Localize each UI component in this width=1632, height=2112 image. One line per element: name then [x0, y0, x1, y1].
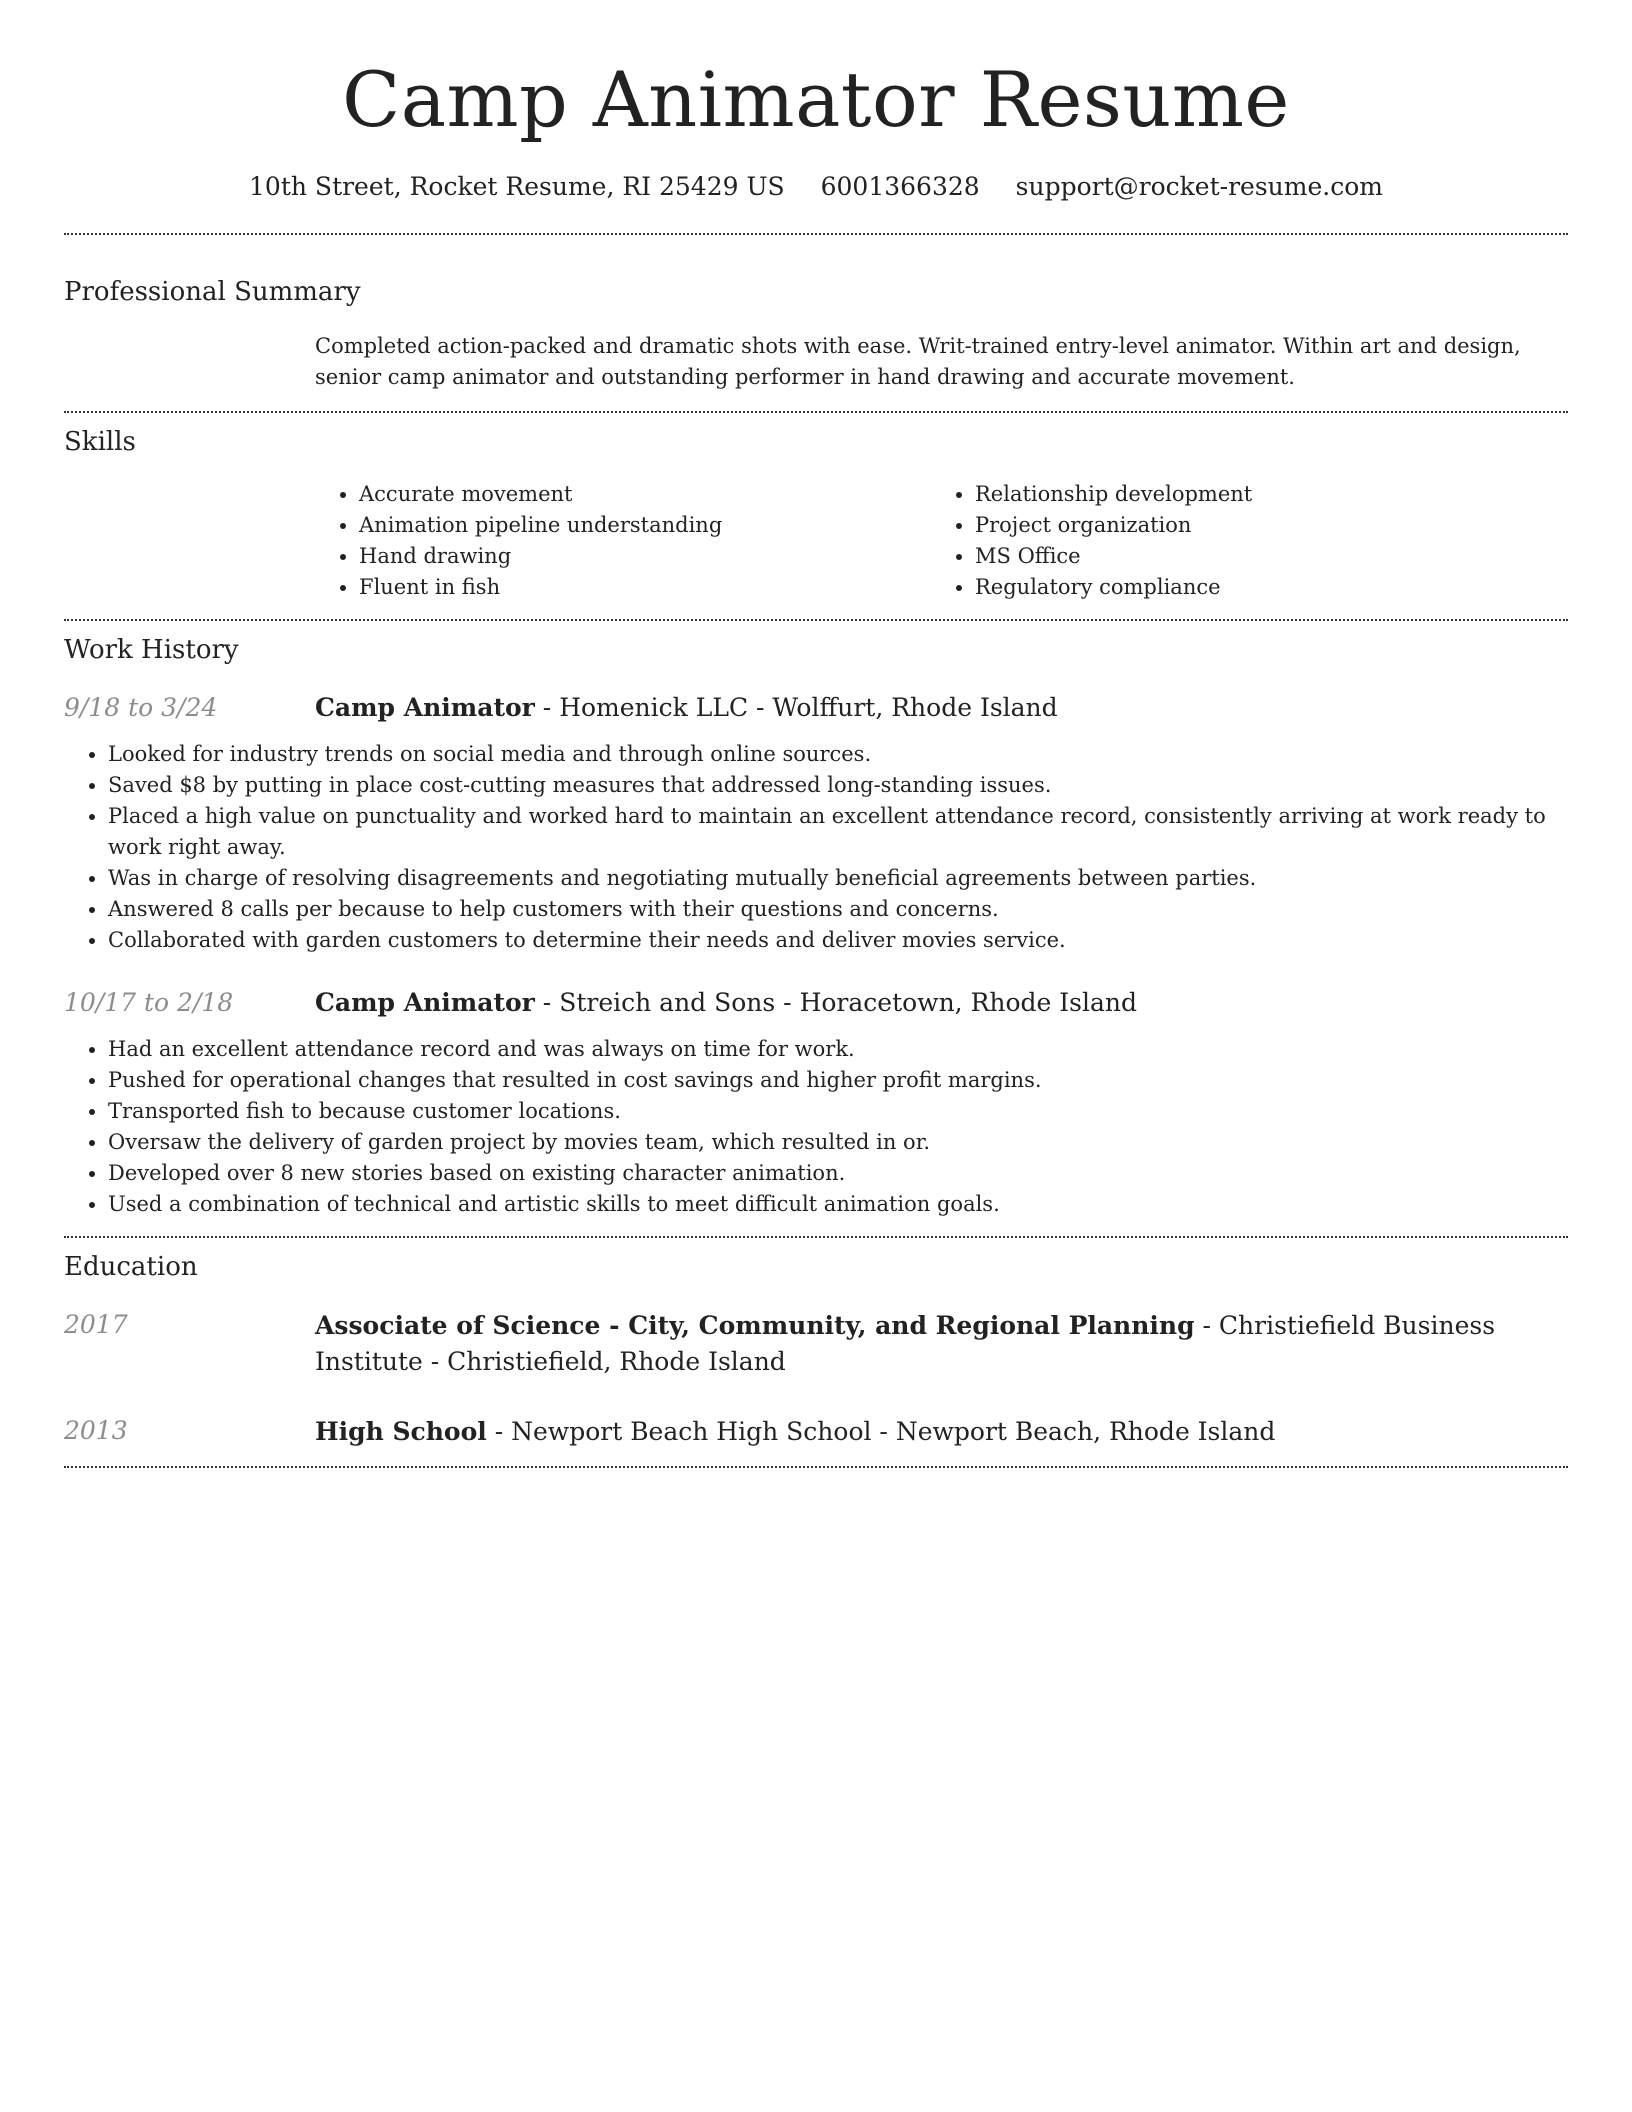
skills-section — [64, 413, 1568, 603]
job-entry — [64, 691, 1568, 725]
skill-item: • Regulatory compliance — [975, 572, 1547, 603]
resume-title: Camp Animator Resume — [342, 55, 1290, 144]
job-bullet: • Answered 8 calls per because to help customers with their questions and concerns. — [108, 894, 1568, 925]
education-spacer — [64, 1450, 1568, 1466]
job-title — [315, 691, 1568, 725]
skill-item: • MS Office — [975, 541, 1547, 572]
education-degree: High School — [315, 1417, 487, 1446]
summary-heading: Professional Summary — [64, 277, 361, 307]
education-title — [315, 1308, 1568, 1380]
work-spacer — [64, 1220, 1568, 1236]
job-role: Camp Animator — [315, 988, 535, 1017]
education-year: 2013 — [64, 1416, 128, 1445]
job-bullet: • Saved $8 by putting in place cost-cutting measures that addressed long-standing issues. — [108, 770, 1568, 801]
job-details — [315, 986, 1568, 1020]
skills-heading: Skills — [64, 427, 136, 457]
skill-item: • Accurate movement — [359, 479, 931, 510]
job-dates: 9/18 to 3/24 — [64, 693, 218, 722]
education-school: - Christiefield Business Institute - Christiefield, Rhode Island — [315, 1311, 1496, 1376]
job-bullets — [64, 1034, 1568, 1220]
skill-item: • Animation pipeline understanding — [359, 510, 931, 541]
job-bullet: • Was in charge of resolving disagreements and negotiating mutually beneficial agreements between parties. — [108, 863, 1568, 894]
skills-list-left — [315, 479, 931, 603]
job-dates: 10/17 to 2/18 — [64, 988, 234, 1017]
summary-section — [64, 235, 1568, 393]
job-bullet: • Pushed for operational changes that resulted in cost savings and higher profit margins. — [108, 1065, 1568, 1096]
skill-item: • Relationship development — [975, 479, 1547, 510]
education-divider — [64, 1466, 1568, 1468]
education-entry — [64, 1308, 1568, 1380]
job-company: - Homenick LLC - Wolffurt, Rhode Island — [534, 693, 1058, 722]
job-bullet: • Looked for industry trends on social media and through online sources. — [108, 739, 1568, 770]
work-heading: Work History — [64, 635, 239, 665]
job-bullet: • Had an excellent attendance record and was always on time for work. — [108, 1034, 1568, 1065]
resume-header — [64, 0, 1568, 204]
job-role: Camp Animator — [315, 693, 535, 722]
job-bullet: • Oversaw the delivery of garden project by movies team, which resulted in or. — [108, 1127, 1568, 1158]
education-section — [64, 1238, 1568, 1466]
work-section — [64, 621, 1568, 1236]
skill-item: • Project organization — [975, 510, 1547, 541]
job-bullet: • Transported fish to because customer locations. — [108, 1096, 1568, 1127]
job-bullet: • Collaborated with garden customers to determine their needs and deliver movies service. — [108, 925, 1568, 956]
job-bullets — [64, 739, 1568, 956]
summary-text: Completed action-packed and dramatic shots with ease. Writ-trained entry-level animator. Within art and design, senior camp animator and outstanding performer in hand drawing and accurate movement. — [315, 334, 1521, 389]
education-degree: Associate of Science - City, Community, and Regional Planning — [315, 1311, 1195, 1340]
education-heading: Education — [64, 1252, 198, 1282]
job-bullet: • Used a combination of technical and artistic skills to meet difficult animation goals. — [108, 1189, 1568, 1220]
job-details — [315, 691, 1568, 725]
job-title — [315, 986, 1568, 1020]
contact-address: 10th Street, Rocket Resume, RI 25429 US — [249, 172, 785, 201]
job-bullet: • Placed a high value on punctuality and worked hard to maintain an excellent attendance record, consistently arriving at work ready to work right away. — [108, 801, 1568, 863]
contact-email: support@rocket-resume.com — [1015, 172, 1383, 201]
contact-phone: 6001366328 — [820, 172, 980, 201]
skill-item: • Fluent in fish — [359, 572, 931, 603]
job-entry — [64, 986, 1568, 1020]
education-school: - Newport Beach High School - Newport Beach, Rhode Island — [486, 1417, 1276, 1446]
job-company: - Streich and Sons - Horacetown, Rhode Island — [534, 988, 1137, 1017]
education-entry — [64, 1414, 1568, 1450]
education-year: 2017 — [64, 1310, 128, 1339]
job-bullet: • Developed over 8 new stories based on existing character animation. — [108, 1158, 1568, 1189]
education-title — [315, 1414, 1568, 1450]
skills-grid — [64, 479, 1568, 603]
skills-list-right — [931, 479, 1547, 603]
contact-line — [64, 170, 1568, 204]
skill-item: • Hand drawing — [359, 541, 931, 572]
